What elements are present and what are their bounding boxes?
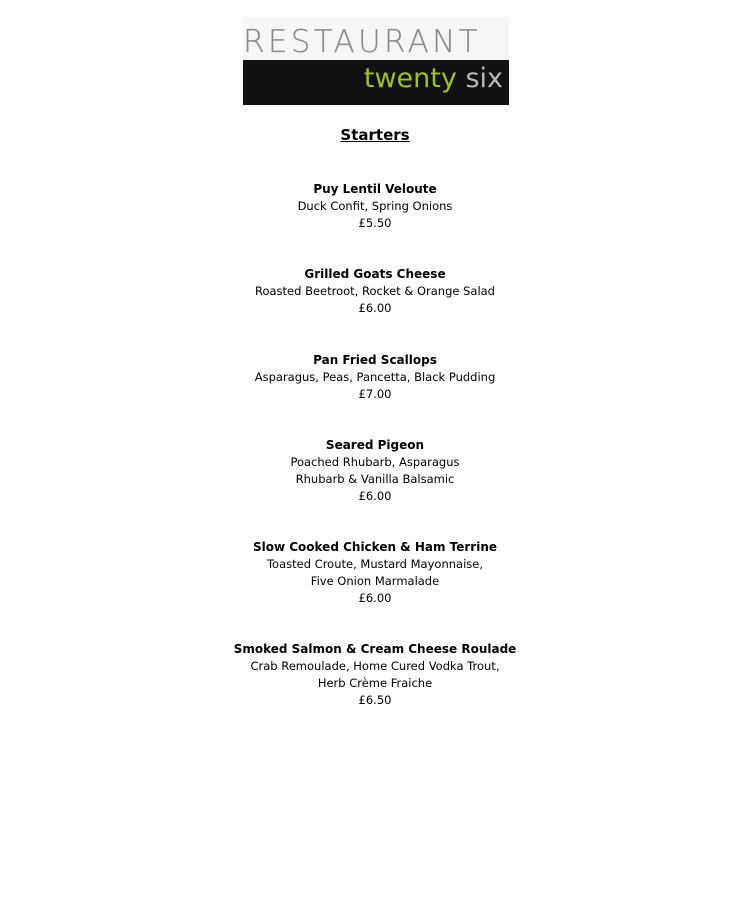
menu-item xyxy=(0,266,750,317)
menu-item-description: Asparagus, Peas, Pancetta, Black Pudding xyxy=(254,370,496,384)
menu-item-description: Poached Rhubarb, Asparagus xyxy=(290,455,460,469)
menu-item-name: Slow Cooked Chicken & Ham Terrine xyxy=(252,540,498,554)
menu-item-name: Pan Fried Scallops xyxy=(313,353,437,367)
menu-item-price: £6.00 xyxy=(358,489,392,503)
menu-item-name: Grilled Goats Cheese xyxy=(304,267,446,281)
logo-wordmark-top: RESTAURANT xyxy=(243,24,481,60)
menu-item-description: Toasted Croute, Mustard Mayonnaise, xyxy=(266,557,483,571)
logo-word-twenty: twenty xyxy=(363,63,457,94)
menu-item xyxy=(0,539,750,607)
menu-item-description: Crab Remoulade, Home Cured Vodka Trout, xyxy=(250,659,500,673)
menu-item-description: Rhubarb & Vanilla Balsamic xyxy=(295,472,455,486)
restaurant-logo xyxy=(243,17,509,103)
section-heading-starters: Starters xyxy=(340,126,410,144)
menu-item xyxy=(0,352,750,403)
menu-item-price: £6.00 xyxy=(358,591,392,605)
menu-item-description: Herb Crème Fraiche xyxy=(317,676,433,690)
menu-item-price: £6.50 xyxy=(358,693,392,707)
menu-item-name: Seared Pigeon xyxy=(325,438,425,452)
menu-item-price: £6.00 xyxy=(358,301,392,315)
menu-item xyxy=(0,181,750,232)
menu-item-name: Puy Lentil Veloute xyxy=(313,182,437,196)
menu-item xyxy=(0,641,750,709)
menu-item-price: £7.00 xyxy=(358,387,392,401)
menu-item xyxy=(0,437,750,505)
menu-item-name: Smoked Salmon & Cream Cheese Roulade xyxy=(233,642,517,656)
logo-black-band xyxy=(243,60,509,105)
menu-item-price: £5.50 xyxy=(358,216,392,230)
logo-word-six: six xyxy=(465,63,503,94)
menu-item-description: Roasted Beetroot, Rocket & Orange Salad xyxy=(255,284,495,298)
logo-wordmark-bottom xyxy=(364,60,503,105)
menu-item-description: Five Onion Marmalade xyxy=(310,574,440,588)
menu-item-description: Duck Confit, Spring Onions xyxy=(297,199,453,213)
